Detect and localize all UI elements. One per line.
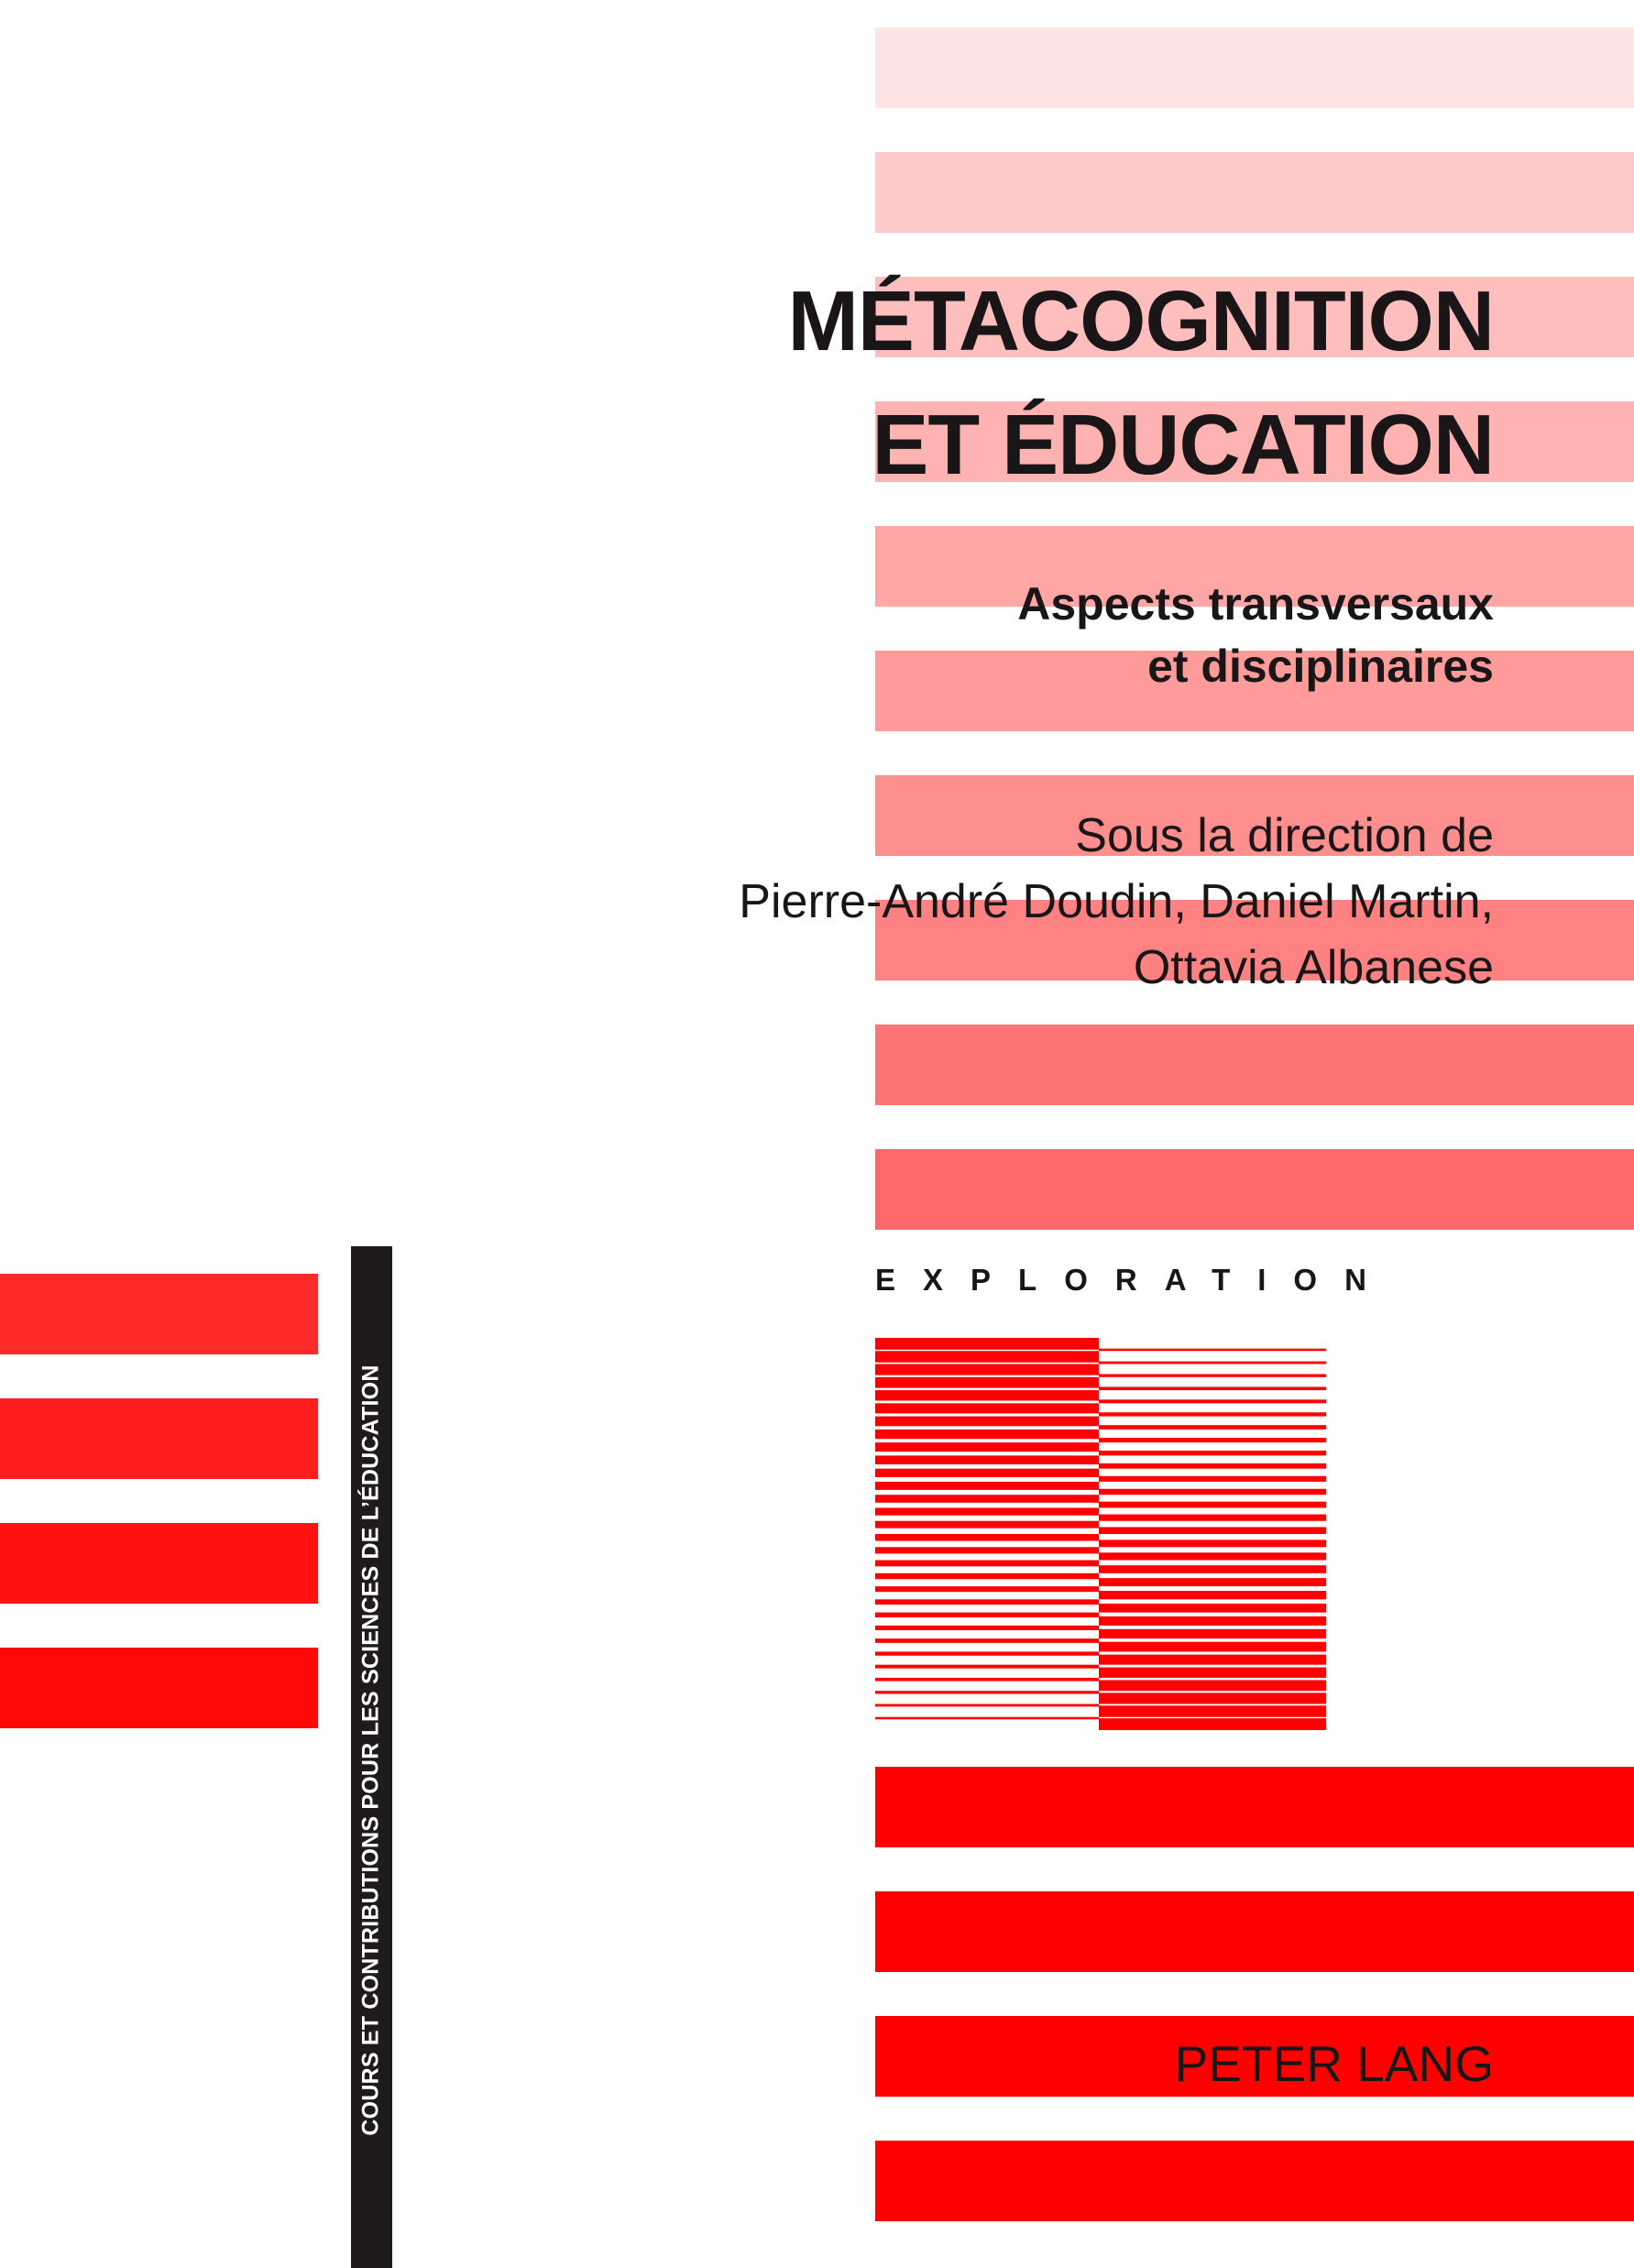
logo-stripe-left — [875, 1507, 1099, 1515]
logo-stripe-left — [875, 1495, 1099, 1503]
left-bar — [0, 1398, 318, 1479]
logo-stripe-left — [875, 1364, 1099, 1375]
logo-stripe-left — [875, 1403, 1099, 1413]
logo-stripe-right — [1099, 1668, 1326, 1678]
logo-stripe-right — [1099, 1565, 1326, 1573]
logo-stripe-left — [875, 1638, 1099, 1643]
logo-stripe-right — [1099, 1451, 1326, 1455]
logo-stripe-right — [1099, 1463, 1326, 1469]
logo-stripe-right — [1099, 1616, 1326, 1626]
logo-stripe-left — [875, 1455, 1099, 1464]
publisher-name: PETER LANG — [1174, 2035, 1494, 2092]
logo-stripe-left — [875, 1678, 1099, 1682]
logo-stripe-right — [1099, 1527, 1326, 1534]
logo-stripe-left — [875, 1599, 1099, 1605]
right-bar — [875, 1024, 1634, 1105]
logo-stripe-right — [1099, 1425, 1326, 1430]
logo-stripe-right — [1099, 1604, 1326, 1613]
editor-line-1: Pierre-André Doudin, Daniel Martin, — [739, 875, 1494, 928]
logo-stripe-right — [1099, 1539, 1326, 1547]
logo-stripe-right — [1099, 1655, 1326, 1665]
editor-intro: Sous la direction de — [1075, 809, 1494, 862]
logo-stripe-left — [875, 1377, 1099, 1388]
left-bar — [0, 1523, 318, 1604]
logo-stripe-right — [1099, 1629, 1326, 1638]
logo-stripe-left — [875, 1586, 1099, 1592]
right-bar — [875, 2141, 1634, 2221]
logo-stripe-left — [875, 1417, 1099, 1427]
logo-stripe-right — [1099, 1578, 1326, 1586]
logo-stripe-right — [1099, 1438, 1326, 1442]
logo-stripe-left — [875, 1521, 1099, 1528]
logo-stripe-left — [875, 1390, 1099, 1400]
subtitle-line-1: Aspects transversaux — [1017, 578, 1494, 630]
logo-stripe-left — [875, 1442, 1099, 1452]
right-bar — [875, 27, 1634, 108]
logo-stripe-left — [875, 1665, 1099, 1669]
right-bar — [875, 1149, 1634, 1230]
logo-stripe-left — [875, 1469, 1099, 1477]
title-line-2: ET ÉDUCATION — [872, 397, 1494, 492]
logo-stripe-left — [875, 1351, 1099, 1362]
logo-stripe-right — [1099, 1552, 1326, 1560]
spine-label: COURS ET CONTRIBUTIONS POUR LES SCIENCES DE L’ÉDUCATION — [357, 1364, 384, 2136]
left-bar — [0, 1274, 318, 1354]
right-bar — [875, 1767, 1634, 1847]
book-subtitle — [1017, 573, 1494, 697]
logo-stripe-left — [875, 1717, 1099, 1720]
logo-stripe-right — [1099, 1693, 1326, 1704]
logo-stripe-right — [1099, 1642, 1326, 1652]
book-title — [787, 259, 1494, 507]
editors-block — [739, 803, 1494, 1001]
logo-stripe-right — [1099, 1680, 1326, 1691]
logo-stripe-right — [1099, 1515, 1326, 1521]
subtitle-line-2: et disciplinaires — [1147, 641, 1494, 692]
logo-stripe-right — [1099, 1375, 1326, 1377]
logo-stripe-left — [875, 1534, 1099, 1541]
logo-stripe-right — [1099, 1591, 1326, 1599]
logo-stripe-right — [1099, 1386, 1326, 1390]
series-label: EXPLORATION — [875, 1263, 1394, 1297]
logo-stripe-left — [875, 1547, 1099, 1553]
logo-stripe-left — [875, 1338, 1099, 1350]
right-bar — [875, 1891, 1634, 1972]
logo-stripe-left — [875, 1704, 1099, 1706]
striped-square-logo-icon — [875, 1338, 1326, 1730]
logo-stripe-left — [875, 1482, 1099, 1490]
right-bar — [875, 152, 1634, 233]
title-line-1: MÉTACOGNITION — [787, 273, 1494, 368]
logo-stripe-right — [1099, 1489, 1326, 1495]
logo-stripe-left — [875, 1651, 1099, 1655]
logo-stripe-left — [875, 1613, 1099, 1617]
editor-line-2: Ottavia Albanese — [1133, 941, 1494, 994]
logo-stripe-right — [1099, 1412, 1326, 1416]
logo-stripe-right — [1099, 1362, 1326, 1364]
logo-stripe-right — [1099, 1349, 1326, 1352]
left-bar — [0, 1648, 318, 1728]
logo-stripe-right — [1099, 1399, 1326, 1403]
logo-stripe-right — [1099, 1705, 1326, 1716]
logo-stripe-left — [875, 1573, 1099, 1579]
logo-stripe-left — [875, 1691, 1099, 1693]
logo-stripe-left — [875, 1561, 1099, 1567]
logo-stripe-right — [1099, 1476, 1326, 1482]
logo-stripe-left — [875, 1430, 1099, 1439]
logo-stripe-right — [1099, 1718, 1326, 1730]
logo-stripe-right — [1099, 1502, 1326, 1508]
logo-stripe-left — [875, 1626, 1099, 1630]
